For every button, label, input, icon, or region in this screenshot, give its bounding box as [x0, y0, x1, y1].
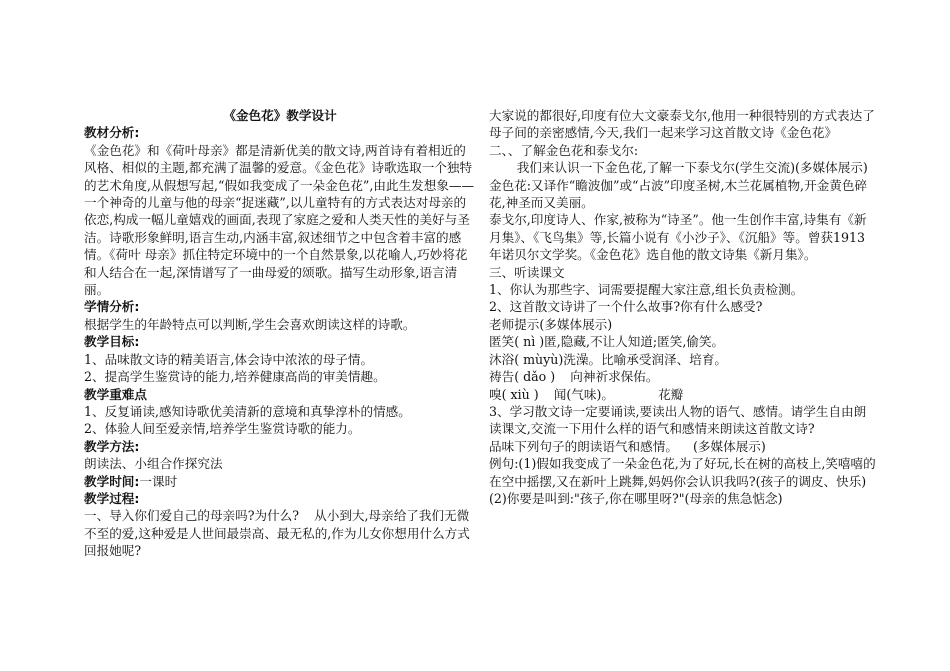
- process-heading: 教学过程:: [84, 490, 140, 506]
- vocab-item: 沐浴( mùyù)洗澡。比喻承受润泽、培育。: [489, 351, 728, 367]
- section-2-intro: 我们来认识一下金色花,了解一下泰戈尔(学生交流)(多媒体展示): [516, 160, 868, 176]
- key-point-item: 1、反复诵读,感知诗歌优美清新的意境和真挚淳朴的情感。: [84, 403, 411, 419]
- key-point-item: 2、体验人间至爱亲情,培养学生鉴赏诗歌的能力。: [84, 421, 361, 437]
- vocab-meaning: 闻(气味)。: [553, 386, 614, 402]
- vocab-extra-word: 花瓣: [658, 386, 684, 402]
- process-intro: 一、导入你们爱自己的母亲吗?为什么?: [84, 508, 300, 524]
- vocab-item: 匿笑( nì )匿,隐藏,不让人知道;匿笑,偷笑。: [489, 334, 725, 350]
- student-analysis-paragraph: 根据学生的年龄特点可以判断,学生会喜欢朗读这样的诗歌。: [84, 316, 416, 332]
- left-column: [84, 107, 476, 560]
- teacher-tip: 老师提示(多媒体展示): [489, 316, 613, 332]
- step-3-paragraph: 3、学习散文诗一定要诵读,要读出人物的语气、感情。请学生自由朗读课文,交流一下用什么样的语气和感情来朗读这首散文诗?: [489, 403, 867, 437]
- key-points-heading: 教学重难点: [84, 386, 147, 402]
- time-line: [84, 473, 476, 490]
- savor-text: 品味下列句子的朗读语气和感情。: [489, 438, 678, 454]
- time-heading: 教学时间:: [84, 473, 140, 489]
- goal-item: 2、提高学生鉴赏诗的能力,培养健康高尚的审美情趣。: [84, 369, 386, 385]
- vocab-item: [489, 386, 877, 403]
- vocab-meaning: 向神祈求保佑。: [570, 369, 659, 385]
- question-item: 1、你认为那些字、词需要提醒大家注意,组长负责检测。: [489, 282, 804, 298]
- vocab-word: 嗅( xiù ): [489, 386, 539, 402]
- example-sentence: 例句:(1)假如我变成了一朵金色花,为了好玩,长在树的高枝上,笑嘻嘻的在空中摇摆,又在新叶上跳舞,妈妈你会认识我吗?(孩子的调皮、快乐): [489, 456, 876, 489]
- savor-line: [489, 438, 877, 455]
- savor-media-note: (多媒体展示): [693, 438, 766, 454]
- section-2-heading: 二、、了解金色花和泰戈尔:: [489, 142, 639, 158]
- tagore-description: 泰戈尔,印度诗人、作家,被称为“诗圣”。他一生创作丰富,诗集有《新月集》、《飞鸟集》等,长篇小说有《小沙子》、《沉船》等。曾获1913年诺贝尔文学奖。《金色花》选自他的散文诗集《新月集》。: [489, 212, 867, 263]
- intro-paragraph: 大家说的都很好,印度有位大文豪泰戈尔,他用一种很特别的方式表达了母子间的亲密感情,今天,我们一起来学习这首散文诗《金色花》: [489, 108, 875, 141]
- process-body: 从小到大,母亲给了我们无微不至的爱,这种爱是人世间最崇高、最无私的,作为儿女你想用什么方式回报她呢?: [84, 508, 470, 559]
- flower-description: 金色花:又译作“瞻波伽”或“占波”印度圣树,木兰花属植物,开金黄色碎花,神圣而又美丽。: [489, 177, 868, 211]
- section-3-heading: 三、听读课文: [489, 264, 565, 280]
- student-analysis-heading: 学情分析:: [84, 299, 140, 315]
- goals-heading: 教学目标:: [84, 334, 140, 350]
- process-paragraph: [84, 507, 476, 559]
- document-title: 《金色花》教学设计: [223, 108, 337, 123]
- right-column: [489, 107, 877, 507]
- analysis-heading: 教材分析:: [84, 125, 140, 141]
- method-heading: 教学方法:: [84, 438, 140, 454]
- analysis-paragraph: 《金色花》和《荷叶母亲》都是清新优美的散文诗,两首诗有着相近的风格、相似的主题,都充满了温馨的爱意。《金色花》诗歌选取一个独特的艺术角度,从假想写起,“假如我变成了一朵金色花”,由此生发想象——一个神奇的儿童与他的母亲“捉迷藏”,以儿童特有的方式表达对母亲的依恋,构成一幅儿童嬉戏的画面,表现了家庭之爱和人类天性的美好与圣洁。诗歌形象鲜明,语言生动,内涵丰富,叙述细节之中包含着丰富的感情。《荷叶 母亲》抓住特定环境中的一个自然景象,以花喻人,巧妙将花和人结合在一起,深情谱写了一曲母爱的颂歌。描写生动形象,语言清丽。: [84, 142, 475, 298]
- example-sentence: (2)你要是叫到:"孩子,你在哪里呀?"(母亲的焦急惦念): [489, 490, 783, 506]
- time-text: 一课时: [139, 473, 178, 489]
- question-item: 2、这首散文诗讲了一个什么故事?你有什么感受?: [489, 299, 763, 315]
- vocab-word: 祷告( dǎo ): [489, 369, 556, 385]
- vocab-item: [489, 368, 877, 385]
- goal-item: 1、品味散文诗的精美语言,体会诗中浓浓的母子情。: [84, 351, 374, 367]
- method-text: 朗读法、小组合作探究法: [84, 456, 223, 472]
